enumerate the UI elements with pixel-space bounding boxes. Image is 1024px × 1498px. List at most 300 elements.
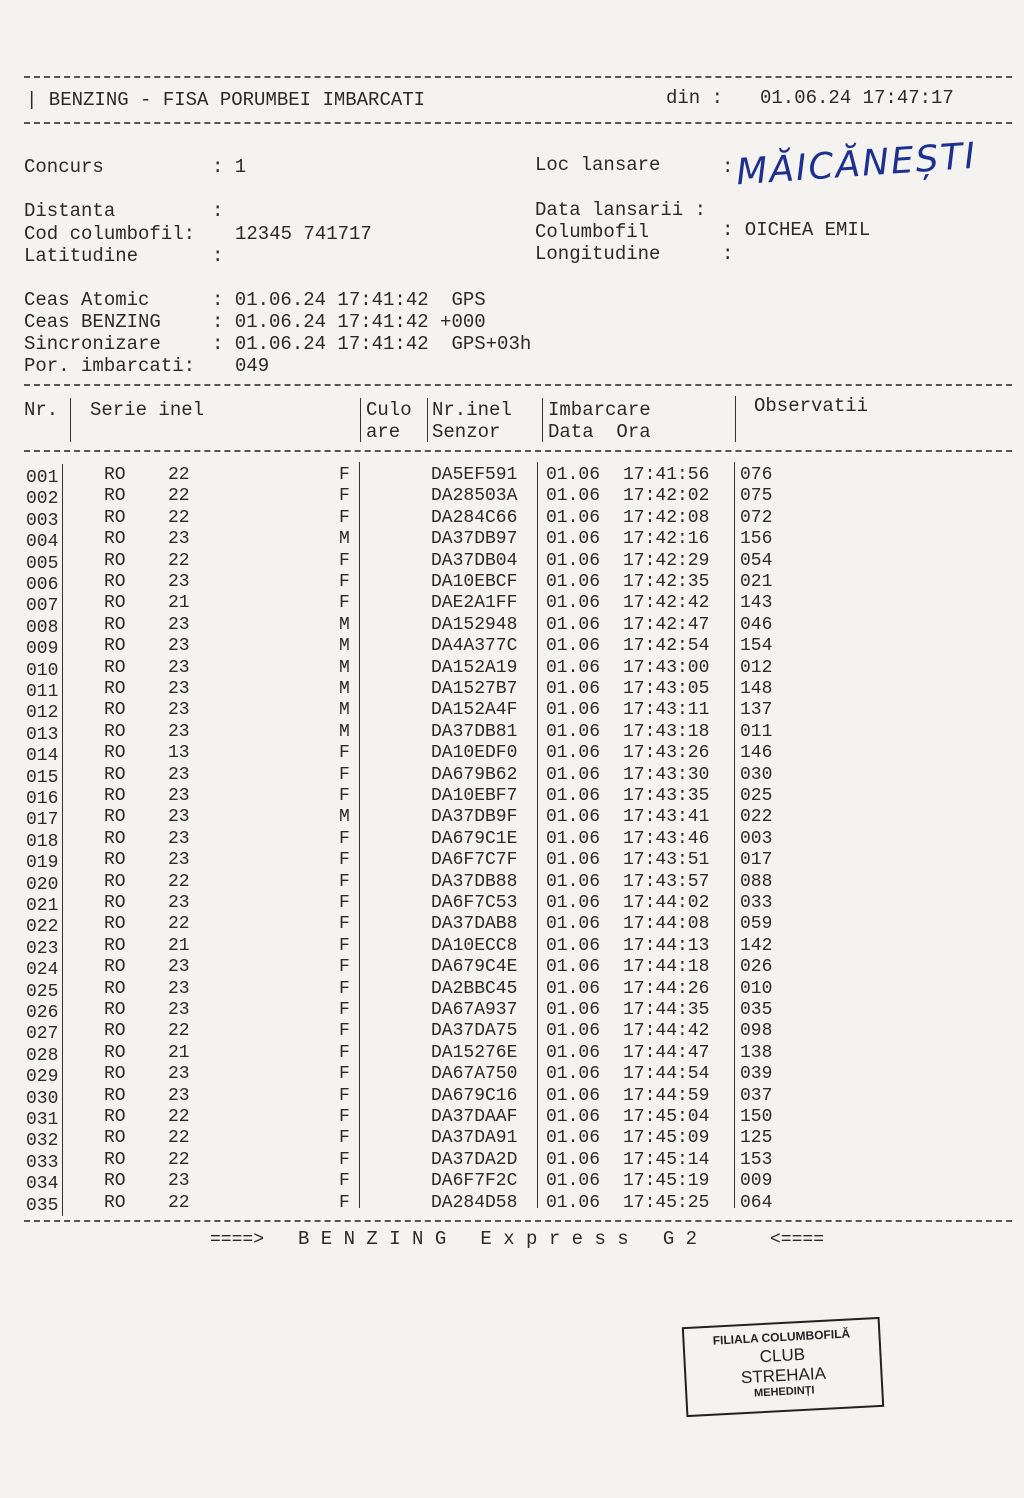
row-time: 17:42:16 (623, 529, 710, 550)
row-sensor: DA679C4E (431, 957, 518, 978)
row-sex: M (339, 614, 350, 635)
row-date: 01.06 (546, 1064, 601, 1085)
row-year: 23 (168, 957, 190, 978)
row-observation: 035 (740, 1000, 773, 1020)
row-time: 17:45:25 (623, 1192, 710, 1213)
row-date: 01.06 (546, 1107, 601, 1127)
row-time: 17:43:18 (623, 721, 710, 742)
row-nr: 020 (26, 874, 59, 895)
row-country: RO (104, 1085, 126, 1106)
row-sensor: DA37DA2D (431, 1149, 518, 1170)
row-year: 22 (168, 1192, 190, 1213)
row-observation: 064 (740, 1192, 773, 1213)
row-date: 01.06 (546, 850, 601, 871)
row-nr: 002 (26, 489, 59, 510)
row-time: 17:44:54 (623, 1064, 710, 1085)
row-year: 22 (168, 550, 190, 571)
row-country: RO (104, 1192, 126, 1213)
row-country: RO (104, 1021, 126, 1042)
row-country: RO (104, 935, 126, 956)
row-country: RO (104, 550, 126, 571)
row-time: 17:44:02 (623, 893, 710, 913)
row-year: 23 (168, 893, 190, 913)
row-time: 17:42:42 (623, 593, 710, 614)
row-sex: F (339, 1128, 350, 1149)
table-vline-nr (62, 464, 63, 1216)
distanta-value: : (212, 200, 224, 222)
row-time: 17:43:46 (623, 828, 710, 849)
row-year: 22 (168, 486, 190, 507)
row-nr: 035 (26, 1195, 59, 1216)
row-year: 23 (168, 614, 190, 635)
row-sensor: DA37DB88 (431, 871, 518, 892)
row-nr: 011 (26, 682, 59, 702)
row-date: 01.06 (546, 614, 601, 635)
row-date: 01.06 (546, 507, 601, 528)
row-sensor: DA10ECC8 (431, 935, 518, 956)
row-date: 01.06 (546, 786, 601, 806)
row-time: 17:44:08 (623, 914, 710, 935)
row-sensor: DA67A937 (431, 1000, 518, 1020)
row-date: 01.06 (546, 636, 601, 657)
row-year: 22 (168, 1021, 190, 1042)
row-observation: 125 (740, 1128, 773, 1149)
row-observation: 010 (740, 978, 773, 999)
row-country: RO (104, 828, 126, 849)
row-observation: 138 (740, 1042, 773, 1063)
row-observation: 150 (740, 1107, 773, 1127)
row-sensor: DA1527B7 (431, 679, 518, 699)
row-sex: F (339, 871, 350, 892)
row-observation: 021 (740, 572, 773, 592)
longitudine-label: Longitudine (535, 243, 661, 265)
row-observation: 054 (740, 550, 773, 571)
row-year: 23 (168, 700, 190, 721)
row-observation: 022 (740, 807, 773, 828)
row-observation: 026 (740, 957, 773, 978)
row-sex: M (339, 636, 350, 657)
row-observation: 075 (740, 486, 773, 507)
row-nr: 013 (26, 724, 59, 745)
row-date: 01.06 (546, 807, 601, 828)
row-nr: 016 (26, 789, 59, 809)
header-vline-4 (542, 398, 543, 442)
row-time: 17:42:08 (623, 507, 710, 528)
row-year: 23 (168, 529, 190, 550)
row-nr: 001 (26, 468, 59, 488)
row-observation: 011 (740, 721, 773, 742)
stamp-line-1: FILIALA COLUMBOFILĂ (712, 1326, 851, 1348)
row-sex: F (339, 1192, 350, 1213)
row-sensor: DA28503A (431, 486, 518, 507)
row-year: 23 (168, 1171, 190, 1192)
row-nr: 024 (26, 960, 59, 981)
row-date: 01.06 (546, 1042, 601, 1063)
row-observation: 003 (740, 828, 773, 849)
row-nr: 022 (26, 917, 59, 938)
latitudine-value: : (212, 245, 224, 267)
row-observation: 030 (740, 764, 773, 785)
row-date: 01.06 (546, 828, 601, 849)
row-date: 01.06 (546, 1085, 601, 1106)
row-sensor: DA4A377C (431, 636, 518, 657)
document-title: | BENZING - FISA PORUMBEI IMBARCATI (26, 89, 426, 111)
row-country: RO (104, 1042, 126, 1063)
row-nr: 006 (26, 575, 59, 595)
row-sex: F (339, 1064, 350, 1085)
row-country: RO (104, 572, 126, 592)
row-observation: 033 (740, 893, 773, 913)
row-year: 23 (168, 636, 190, 657)
row-nr: 032 (26, 1131, 59, 1152)
row-sensor: DA6F7C7F (431, 850, 518, 871)
table-vline-ora (734, 462, 735, 1208)
row-nr: 004 (26, 532, 59, 553)
row-time: 17:42:47 (623, 614, 710, 635)
row-time: 17:44:13 (623, 935, 710, 956)
col-nr-inel-2: Senzor (432, 421, 501, 443)
row-country: RO (104, 657, 126, 678)
row-observation: 137 (740, 700, 773, 721)
row-date: 01.06 (546, 871, 601, 892)
row-year: 23 (168, 679, 190, 699)
row-country: RO (104, 807, 126, 828)
row-observation: 154 (740, 636, 773, 657)
row-country: RO (104, 1128, 126, 1149)
row-date: 01.06 (546, 572, 601, 592)
row-nr: 023 (26, 938, 59, 959)
row-date: 01.06 (546, 700, 601, 721)
row-sensor: DA37DB9F (431, 807, 518, 828)
row-sex: F (339, 1042, 350, 1063)
row-time: 17:41:56 (623, 465, 710, 485)
row-time: 17:44:26 (623, 978, 710, 999)
row-observation: 088 (740, 871, 773, 892)
row-year: 21 (168, 935, 190, 956)
row-year: 23 (168, 764, 190, 785)
row-year: 23 (168, 1000, 190, 1020)
row-country: RO (104, 1107, 126, 1127)
row-sex: F (339, 1107, 350, 1127)
stamp-line-3: STREHAIA (740, 1363, 827, 1388)
row-observation: 148 (740, 679, 773, 699)
row-nr: 015 (26, 767, 59, 788)
row-sex: M (339, 657, 350, 678)
row-country: RO (104, 679, 126, 699)
row-country: RO (104, 614, 126, 635)
row-sensor: DA37DAB8 (431, 914, 518, 935)
row-year: 23 (168, 850, 190, 871)
col-nr: Nr. (24, 399, 59, 421)
row-sensor: DA67A750 (431, 1064, 518, 1085)
header-vline-5 (735, 396, 736, 442)
footer-product-name: B E N Z I N G E x p r e s s G 2 (298, 1228, 698, 1250)
row-sensor: DA2BBC45 (431, 978, 518, 999)
row-sex: F (339, 1000, 350, 1020)
row-observation: 009 (740, 1171, 773, 1192)
row-year: 23 (168, 1085, 190, 1106)
row-sex: F (339, 914, 350, 935)
row-country: RO (104, 721, 126, 742)
row-observation: 143 (740, 593, 773, 614)
col-observatii: Observatii (754, 395, 869, 417)
row-observation: 153 (740, 1149, 773, 1170)
row-time: 17:43:26 (623, 743, 710, 764)
row-time: 17:43:41 (623, 807, 710, 828)
row-year: 22 (168, 871, 190, 892)
row-sex: F (339, 1149, 350, 1170)
row-time: 17:42:54 (623, 636, 710, 657)
ceas-benzing-label: Ceas BENZING (24, 311, 161, 333)
separator-columns-top (24, 384, 1012, 386)
header-vline-2 (360, 398, 361, 442)
row-nr: 027 (26, 1024, 59, 1045)
row-sensor: DA37DA91 (431, 1128, 518, 1149)
row-sex: F (339, 1171, 350, 1192)
longitudine-value: : (722, 243, 734, 265)
row-sensor: DA37DA75 (431, 1021, 518, 1042)
row-date: 01.06 (546, 550, 601, 571)
row-country: RO (104, 914, 126, 935)
row-date: 01.06 (546, 914, 601, 935)
sincronizare-value: : 01.06.24 17:41:42 GPS+03h (212, 333, 532, 355)
row-country: RO (104, 1000, 126, 1020)
row-sensor: DA37DB81 (431, 721, 518, 742)
latitudine-label: Latitudine (24, 245, 139, 267)
porumbei-imbarcati-value: 049 (235, 355, 270, 377)
row-date: 01.06 (546, 679, 601, 699)
row-sex: F (339, 978, 350, 999)
header-vline-3 (427, 398, 428, 442)
row-nr: 008 (26, 617, 59, 638)
row-year: 22 (168, 1107, 190, 1127)
row-year: 21 (168, 593, 190, 614)
row-sex: F (339, 507, 350, 528)
ceas-benzing-value: : 01.06.24 17:41:42 +000 (212, 311, 486, 333)
row-country: RO (104, 507, 126, 528)
row-observation: 076 (740, 465, 773, 485)
row-sex: F (339, 550, 350, 571)
row-sensor: DA10EBF7 (431, 786, 518, 806)
row-time: 17:42:29 (623, 550, 710, 571)
concurs-label: Concurs (24, 156, 104, 178)
row-year: 23 (168, 978, 190, 999)
row-sensor: DA37DB97 (431, 529, 518, 550)
row-nr: 033 (26, 1152, 59, 1173)
row-nr: 019 (26, 853, 59, 874)
row-sensor: DAE2A1FF (431, 593, 518, 614)
table-vline-senzor (537, 462, 538, 1208)
row-nr: 030 (26, 1088, 59, 1109)
row-country: RO (104, 786, 126, 806)
row-time: 17:43:35 (623, 786, 710, 806)
sincronizare-label: Sincronizare (24, 333, 161, 355)
row-sensor: DA10EBCF (431, 572, 518, 592)
row-sex: F (339, 786, 350, 806)
row-country: RO (104, 700, 126, 721)
col-imbarcare-2: Data Ora (548, 421, 651, 443)
row-date: 01.06 (546, 893, 601, 913)
header-vline-1 (70, 398, 71, 442)
stamp-line-4: MEHEDINȚI (753, 1384, 815, 1400)
row-time: 17:44:59 (623, 1085, 710, 1106)
row-year: 23 (168, 807, 190, 828)
row-nr: 031 (26, 1110, 59, 1130)
row-observation: 012 (740, 657, 773, 678)
data-lansarii-label: Data lansarii : (535, 199, 707, 221)
row-sex: F (339, 593, 350, 614)
row-year: 23 (168, 721, 190, 742)
distanta-label: Distanta (24, 200, 116, 222)
row-observation: 039 (740, 1064, 773, 1085)
row-country: RO (104, 850, 126, 871)
row-time: 17:44:47 (623, 1042, 710, 1063)
row-observation: 072 (740, 507, 773, 528)
loc-lansare-colon: : (722, 156, 734, 178)
row-time: 17:43:30 (623, 764, 710, 785)
row-date: 01.06 (546, 657, 601, 678)
col-serie-inel: Serie inel (90, 399, 205, 421)
loc-lansare-label: Loc lansare (535, 154, 661, 176)
row-sex: F (339, 1021, 350, 1042)
row-country: RO (104, 957, 126, 978)
row-year: 23 (168, 572, 190, 592)
cod-columbofil-value: 12345 741717 (235, 223, 372, 245)
row-country: RO (104, 529, 126, 550)
row-sensor: DA679C16 (431, 1085, 518, 1106)
row-sensor: DA679B62 (431, 764, 518, 785)
row-date: 01.06 (546, 529, 601, 550)
row-date: 01.06 (546, 1192, 601, 1213)
row-date: 01.06 (546, 957, 601, 978)
loc-lansare-handwritten: MĂICĂNEȘTI (734, 135, 979, 194)
row-nr: 028 (26, 1045, 59, 1066)
row-nr: 005 (26, 553, 59, 574)
columbofil-value: : OICHEA EMIL (722, 219, 871, 241)
row-sensor: DA6F7C53 (431, 893, 518, 913)
row-nr: 010 (26, 660, 59, 681)
row-sensor: DA15276E (431, 1042, 518, 1063)
row-country: RO (104, 1149, 126, 1170)
row-year: 23 (168, 1064, 190, 1085)
row-time: 17:45:19 (623, 1171, 710, 1192)
row-time: 17:43:00 (623, 657, 710, 678)
col-culoare-1: Culo (366, 399, 412, 421)
row-country: RO (104, 871, 126, 892)
row-nr: 007 (26, 596, 59, 617)
row-country: RO (104, 636, 126, 657)
row-nr: 025 (26, 981, 59, 1002)
row-sex: F (339, 764, 350, 785)
row-nr: 012 (26, 703, 59, 724)
club-stamp (682, 1317, 884, 1417)
separator-header (24, 122, 1012, 124)
row-sex: F (339, 465, 350, 485)
ceas-atomic-value: : 01.06.24 17:41:42 GPS (212, 289, 486, 311)
row-country: RO (104, 465, 126, 485)
row-nr: 017 (26, 810, 59, 831)
row-year: 13 (168, 743, 190, 764)
din-label: din : (666, 87, 724, 109)
row-sex: F (339, 828, 350, 849)
row-date: 01.06 (546, 1149, 601, 1170)
row-nr: 021 (26, 896, 59, 916)
row-time: 17:43:51 (623, 850, 710, 871)
row-year: 22 (168, 1128, 190, 1149)
row-year: 21 (168, 1042, 190, 1063)
row-sex: F (339, 1085, 350, 1106)
row-observation: 037 (740, 1085, 773, 1106)
row-sensor: DA152A19 (431, 657, 518, 678)
row-date: 01.06 (546, 1128, 601, 1149)
row-date: 01.06 (546, 743, 601, 764)
row-observation: 156 (740, 529, 773, 550)
row-year: 23 (168, 786, 190, 806)
row-country: RO (104, 1171, 126, 1192)
footer-arrow-right: <==== (770, 1230, 825, 1250)
row-time: 17:45:14 (623, 1149, 710, 1170)
footer-arrow-left: ====> (210, 1230, 265, 1250)
print-datetime: 01.06.24 17:47:17 (760, 87, 954, 109)
row-sensor: DA284D58 (431, 1192, 518, 1213)
row-sensor: DA5EF591 (431, 465, 518, 485)
row-sensor: DA10EDF0 (431, 743, 518, 764)
row-observation: 059 (740, 914, 773, 935)
row-country: RO (104, 978, 126, 999)
porumbei-imbarcati-label: Por. imbarcati: (24, 355, 196, 377)
row-date: 01.06 (546, 1171, 601, 1192)
row-time: 17:45:09 (623, 1128, 710, 1149)
row-time: 17:42:02 (623, 486, 710, 507)
cod-columbofil-label: Cod columbofil: (24, 223, 196, 245)
col-nr-inel-1: Nr.inel (432, 399, 512, 421)
row-sensor: DA37DAAF (431, 1107, 518, 1127)
row-observation: 046 (740, 614, 773, 635)
row-sex: M (339, 679, 350, 699)
row-date: 01.06 (546, 1021, 601, 1042)
row-year: 22 (168, 914, 190, 935)
row-country: RO (104, 1064, 126, 1085)
row-date: 01.06 (546, 593, 601, 614)
row-sex: F (339, 486, 350, 507)
row-country: RO (104, 893, 126, 913)
separator-bottom (24, 1220, 1012, 1222)
row-sex: F (339, 850, 350, 871)
table-vline-sex (359, 462, 360, 1208)
row-nr: 026 (26, 1003, 59, 1023)
row-sensor: DA152948 (431, 614, 518, 635)
row-time: 17:43:57 (623, 871, 710, 892)
row-date: 01.06 (546, 935, 601, 956)
row-year: 22 (168, 1149, 190, 1170)
row-country: RO (104, 764, 126, 785)
row-nr: 014 (26, 746, 59, 767)
row-sex: F (339, 572, 350, 592)
row-date: 01.06 (546, 764, 601, 785)
row-sensor: DA152A4F (431, 700, 518, 721)
col-imbarcare-1: Imbarcare (548, 399, 651, 421)
row-nr: 003 (26, 510, 59, 531)
row-observation: 017 (740, 850, 773, 871)
row-date: 01.06 (546, 486, 601, 507)
row-date: 01.06 (546, 721, 601, 742)
row-time: 17:44:42 (623, 1021, 710, 1042)
row-time: 17:43:11 (623, 700, 710, 721)
row-observation: 146 (740, 743, 773, 764)
row-date: 01.06 (546, 1000, 601, 1020)
col-culoare-2: are (366, 421, 401, 443)
columbofil-label: Columbofil (535, 221, 650, 243)
